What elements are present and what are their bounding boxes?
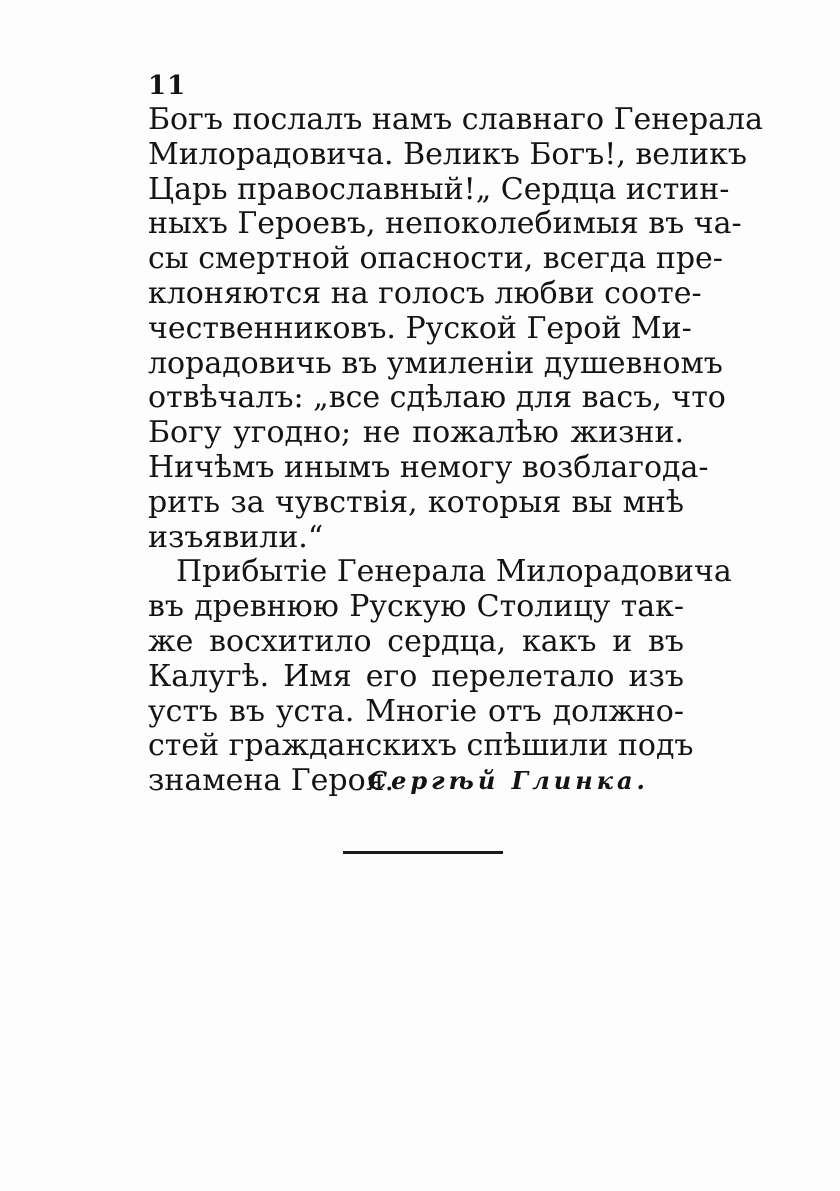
text-line: рить за чувствiя, которыя вы мнѣ [148, 484, 684, 520]
paragraph-1 [148, 102, 763, 555]
text-line: Милорадовича. Великъ Богъ!, великъ [148, 136, 747, 172]
text-line: знамена Героя. [148, 763, 395, 799]
text-line: клоняются на голосъ любви сооте- [148, 275, 702, 311]
text-line: сы смертной опасности, всегда пре- [148, 241, 723, 277]
text-line: Богъ послалъ намъ славнаго Генерала [148, 102, 763, 137]
text-line: Богу угодно; не пожалѣю жизни. [148, 415, 684, 451]
text-line: лорадовичь въ умиленiи душевномъ [148, 345, 723, 381]
end-rule [343, 851, 503, 854]
page-number: 11 [148, 71, 187, 101]
text-line: стей гражданскихъ спѣшили подъ [148, 728, 694, 764]
text-line: чественниковъ. Руской Герой Ми- [148, 310, 692, 346]
text-line: отвѣчалъ: „все сдѣлаю для васъ, что [148, 380, 726, 416]
text-line: устъ въ уста. Многiе отъ должно- [148, 693, 684, 729]
text-line: ныхъ Героевъ, непоколебимыя въ ча- [148, 206, 742, 242]
author-signature: Сергѣй Глинка. [368, 766, 649, 795]
text-line: въ древнюю Рускую Столицу так- [148, 589, 684, 625]
text-line: же восхитило сердца, какъ и въ [148, 623, 684, 659]
paragraph-2 [148, 554, 732, 799]
text-line: Царь православный!„ Сердца истин- [148, 171, 730, 207]
body-text [148, 102, 763, 799]
text-line: Ничѣмъ инымъ немогу возблагода- [148, 449, 709, 485]
text-line: изъявили.“ [148, 519, 324, 555]
text-line: Прибытiе Генерала Милорадовича [176, 554, 732, 590]
text-line: Калугѣ. Имя его перелетало изъ [148, 658, 684, 694]
